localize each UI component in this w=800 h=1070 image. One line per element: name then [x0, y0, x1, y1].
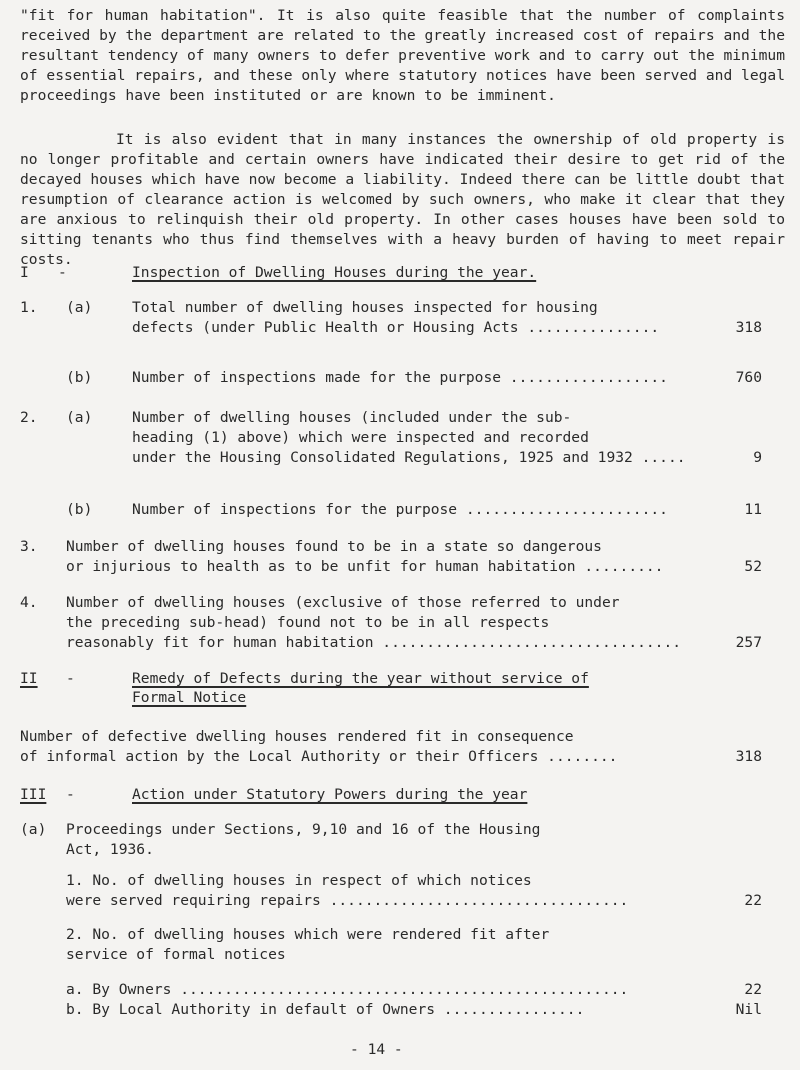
section-3-heading: Action under Statutory Powers during the year: [132, 786, 528, 803]
section-3-sub-2a-text: a. By Owners ...................................................: [66, 981, 629, 998]
section-2-numeral: II: [20, 670, 38, 687]
section-3-sub-1-line1: 1. No. of dwelling houses in respect of which notices: [66, 872, 532, 889]
section-2-value: 318: [735, 748, 762, 765]
page-number: - 14 -: [350, 1041, 403, 1058]
section-3-sub-2-line2: service of formal notices: [66, 946, 286, 963]
section-3-item-a-line2: Act, 1936.: [66, 841, 154, 858]
section-1-numeral: I: [20, 264, 29, 281]
section-2-text-line2: of informal action by the Local Authority or their Officers ........: [20, 748, 618, 765]
item-1a-value: 318: [735, 319, 762, 336]
item-1a-label: (a): [66, 299, 93, 316]
section-3-dash: -: [66, 786, 75, 803]
item-1b-value: 760: [735, 369, 762, 386]
section-3-sub-2b-value: Nil: [735, 1001, 762, 1018]
item-3-line2: or injurious to health as to be unfit for human habitation .........: [66, 558, 664, 575]
section-3-sub-1-line2: were served requiring repairs ..................................: [66, 892, 629, 909]
item-4-line1: Number of dwelling houses (exclusive of those referred to under: [66, 594, 620, 611]
section-3-numeral: III: [20, 786, 47, 803]
item-4-number: 4.: [20, 594, 38, 611]
item-3-line1: Number of dwelling houses found to be in a state so dangerous: [66, 538, 602, 555]
section-3-sub-2-line1: 2. No. of dwelling houses which were rendered fit after: [66, 926, 550, 943]
item-1-number: 1.: [20, 299, 38, 316]
item-2a-line2: heading (1) above) which were inspected and recorded: [132, 429, 589, 446]
item-2b-value: 11: [744, 501, 762, 518]
item-3-number: 3.: [20, 538, 38, 555]
section-3-sub-2b-text: b. By Local Authority in default of Owners ................: [66, 1001, 585, 1018]
item-4-value: 257: [735, 634, 762, 651]
section-3-sub-1-value: 22: [744, 892, 762, 909]
item-1b-label: (b): [66, 369, 93, 386]
section-2-heading-line2: Formal Notice: [132, 689, 247, 706]
section-2-heading-line1: Remedy of Defects during the year without service of: [132, 670, 589, 687]
item-2a-line1: Number of dwelling houses (included under the sub-: [132, 409, 572, 426]
item-3-value: 52: [744, 558, 762, 575]
section-3-item-a-line1: Proceedings under Sections, 9,10 and 16 of the Housing: [66, 821, 541, 838]
item-2a-label: (a): [66, 409, 93, 426]
item-4-line3: reasonably fit for human habitation ..................................: [66, 634, 682, 651]
item-2b-text: Number of inspections for the purpose .......................: [132, 501, 668, 518]
item-4-line2: the preceding sub-head) found not to be in all respects: [66, 614, 550, 631]
item-2-number: 2.: [20, 409, 38, 426]
section-2-text-line1: Number of defective dwelling houses rendered fit in consequence: [20, 728, 574, 745]
section-3-item-a-label: (a): [20, 821, 47, 838]
item-1a-line2: defects (under Public Health or Housing Acts ...............: [132, 319, 660, 336]
intro-paragraph-1: "fit for human habitation". It is also quite feasible that the number of complaints received by the department are related to the greatly increased cost of repairs and the resultant tendency of many owners to defer preventive work and to carry out the minimum of essential repairs, and these only where statutory notices have been served and legal proceedings have been instituted or are known to be imminent.: [20, 7, 785, 104]
item-1b-text: Number of inspections made for the purpose ..................: [132, 369, 668, 386]
item-1a-line1: Total number of dwelling houses inspected for housing: [132, 299, 598, 316]
item-2b-label: (b): [66, 501, 93, 518]
section-3-sub-2a-value: 22: [744, 981, 762, 998]
item-2a-value: 9: [753, 449, 762, 466]
section-1-heading: Inspection of Dwelling Houses during the year.: [132, 264, 537, 281]
item-2a-line3: under the Housing Consolidated Regulations, 1925 and 1932 .....: [132, 449, 686, 466]
section-2-dash: -: [66, 670, 75, 687]
section-1-dash: -: [58, 264, 67, 281]
intro-paragraph-2: It is also evident that in many instances the ownership of old property is no longer profitable and certain owners have indicated their desire to get rid of the decayed houses which have now become a liability. Indeed there can be little doubt that resumption of clearance action is welcomed by such owners, who make it clear that they are anxious to relinquish their old property. In other cases houses have been sold to sitting tenants who thus find themselves with a heavy burden of having to meet repair costs.: [20, 131, 785, 268]
